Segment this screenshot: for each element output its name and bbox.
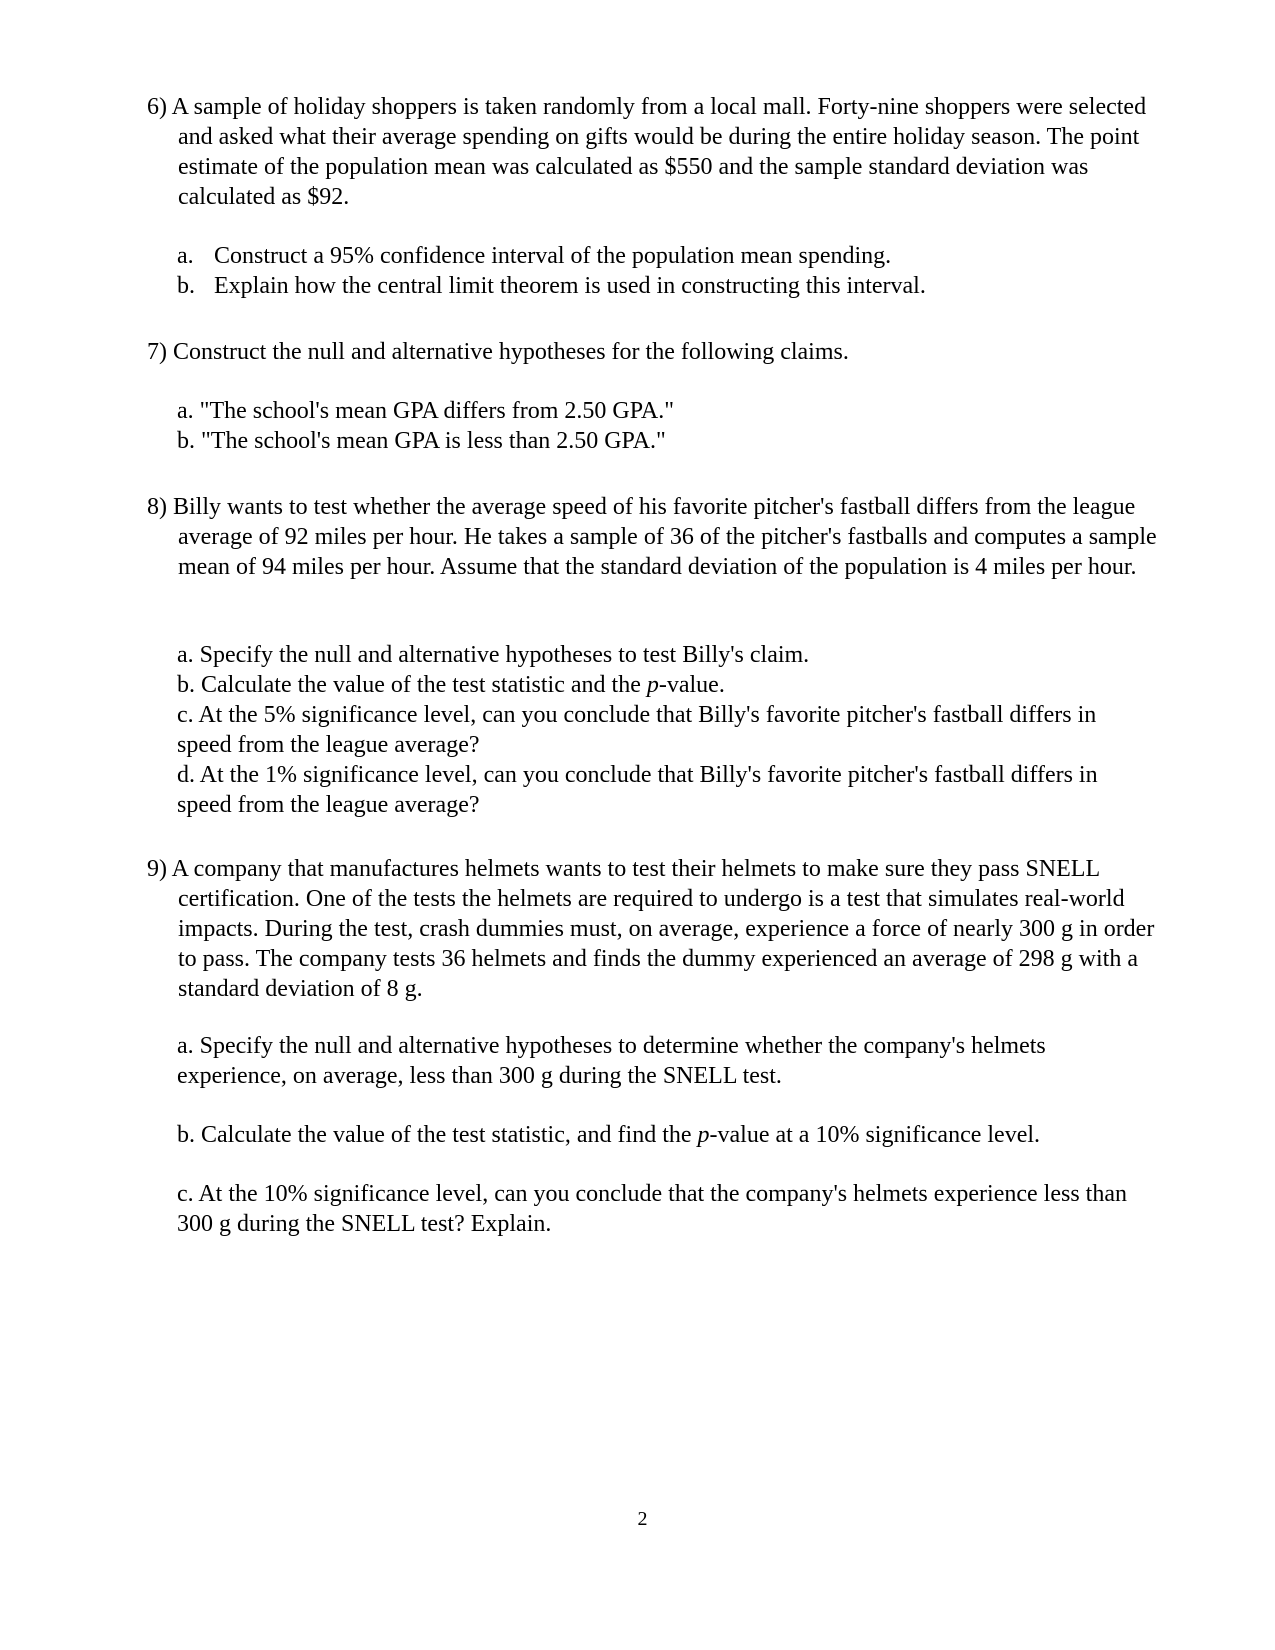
question-9-part-c: c. At the 10% significance level, can you conclude that the company's helmets experience less than 300 g during the SNELL test? Explain. bbox=[177, 1181, 1127, 1237]
question-9 bbox=[147, 854, 1157, 1004]
question-6-parts bbox=[177, 241, 1177, 301]
question-6-part-a bbox=[177, 241, 1177, 271]
question-7-stem: 7) Construct the null and alternative hypotheses for the following claims. bbox=[147, 339, 849, 365]
question-7-part-b: b. "The school's mean GPA is less than 2.50 GPA." bbox=[177, 428, 666, 454]
part-text: b. Calculate the value of the test statistic, and find the bbox=[177, 1122, 698, 1148]
part-text: Explain how the central limit theorem is used in constructing this interval. bbox=[214, 273, 926, 299]
question-8-part-d: d. At the 1% significance level, can you conclude that Billy's favorite pitcher's fastball differs in speed from the league average? bbox=[177, 762, 1098, 818]
page-number: 2 bbox=[637, 1508, 648, 1530]
question-8-part-c: c. At the 5% significance level, can you conclude that Billy's favorite pitcher's fastball differs in speed from the league average? bbox=[177, 702, 1097, 758]
p-symbol: p bbox=[697, 1122, 710, 1148]
question-8-part-b bbox=[177, 670, 1107, 700]
question-9-part-b bbox=[177, 1120, 1177, 1150]
p-symbol: p bbox=[646, 672, 659, 698]
question-8-part-a: a. Specify the null and alternative hypotheses to test Billy's claim. bbox=[177, 642, 810, 668]
part-text: Construct a 95% confidence interval of the population mean spending. bbox=[214, 243, 892, 269]
question-9-stem: 9) A company that manufactures helmets wants to test their helmets to make sure they pass SNELL certification. One of the tests the helmets are required to undergo is a test that simulates real-world impacts. During the test, crash dummies must, on average, experience a force of nearly 300 g in order to pass. The company tests 36 helmets and finds the dummy experienced an average of 298 g with a standard deviation of 8 g. bbox=[147, 856, 1155, 1002]
part-letter: b. bbox=[177, 273, 195, 299]
part-text-end: -value. bbox=[658, 672, 725, 698]
question-9-part-a-block bbox=[177, 1031, 1057, 1091]
question-9-part-c-block bbox=[177, 1179, 1137, 1239]
question-8-stem: 8) Billy wants to test whether the average speed of his favorite pitcher's fastball differs from the league average of 92 miles per hour. He takes a sample of 36 of the pitcher's fastballs and computes a sample mean of 94 miles per hour. Assume that the standard deviation of the population is 4 miles per hour. bbox=[147, 494, 1157, 580]
part-letter: a. bbox=[177, 243, 194, 269]
question-6-stem: 6) A sample of holiday shoppers is taken randomly from a local mall. Forty-nine shoppers were selected and asked what their average spending on gifts would be during the entire holiday season. The point estimate of the population mean was calculated as $550 and the sample standard deviation was calculated as $92. bbox=[147, 94, 1147, 210]
part-text-end: -value at a 10% significance level. bbox=[709, 1122, 1041, 1148]
question-8 bbox=[147, 492, 1157, 582]
part-text: b. Calculate the value of the test statistic and the bbox=[177, 672, 647, 698]
question-7-part-a: a. "The school's mean GPA differs from 2.50 GPA." bbox=[177, 398, 675, 424]
question-8-parts bbox=[177, 640, 1107, 820]
question-9-part-a: a. Specify the null and alternative hypotheses to determine whether the company's helmets experience, on average, less than 300 g during the SNELL test. bbox=[177, 1033, 1046, 1089]
question-6-part-b bbox=[177, 271, 1177, 301]
question-7 bbox=[147, 337, 1157, 367]
question-9-part-b-block bbox=[177, 1120, 1177, 1150]
question-6 bbox=[147, 92, 1157, 212]
question-7-parts bbox=[177, 396, 1177, 456]
